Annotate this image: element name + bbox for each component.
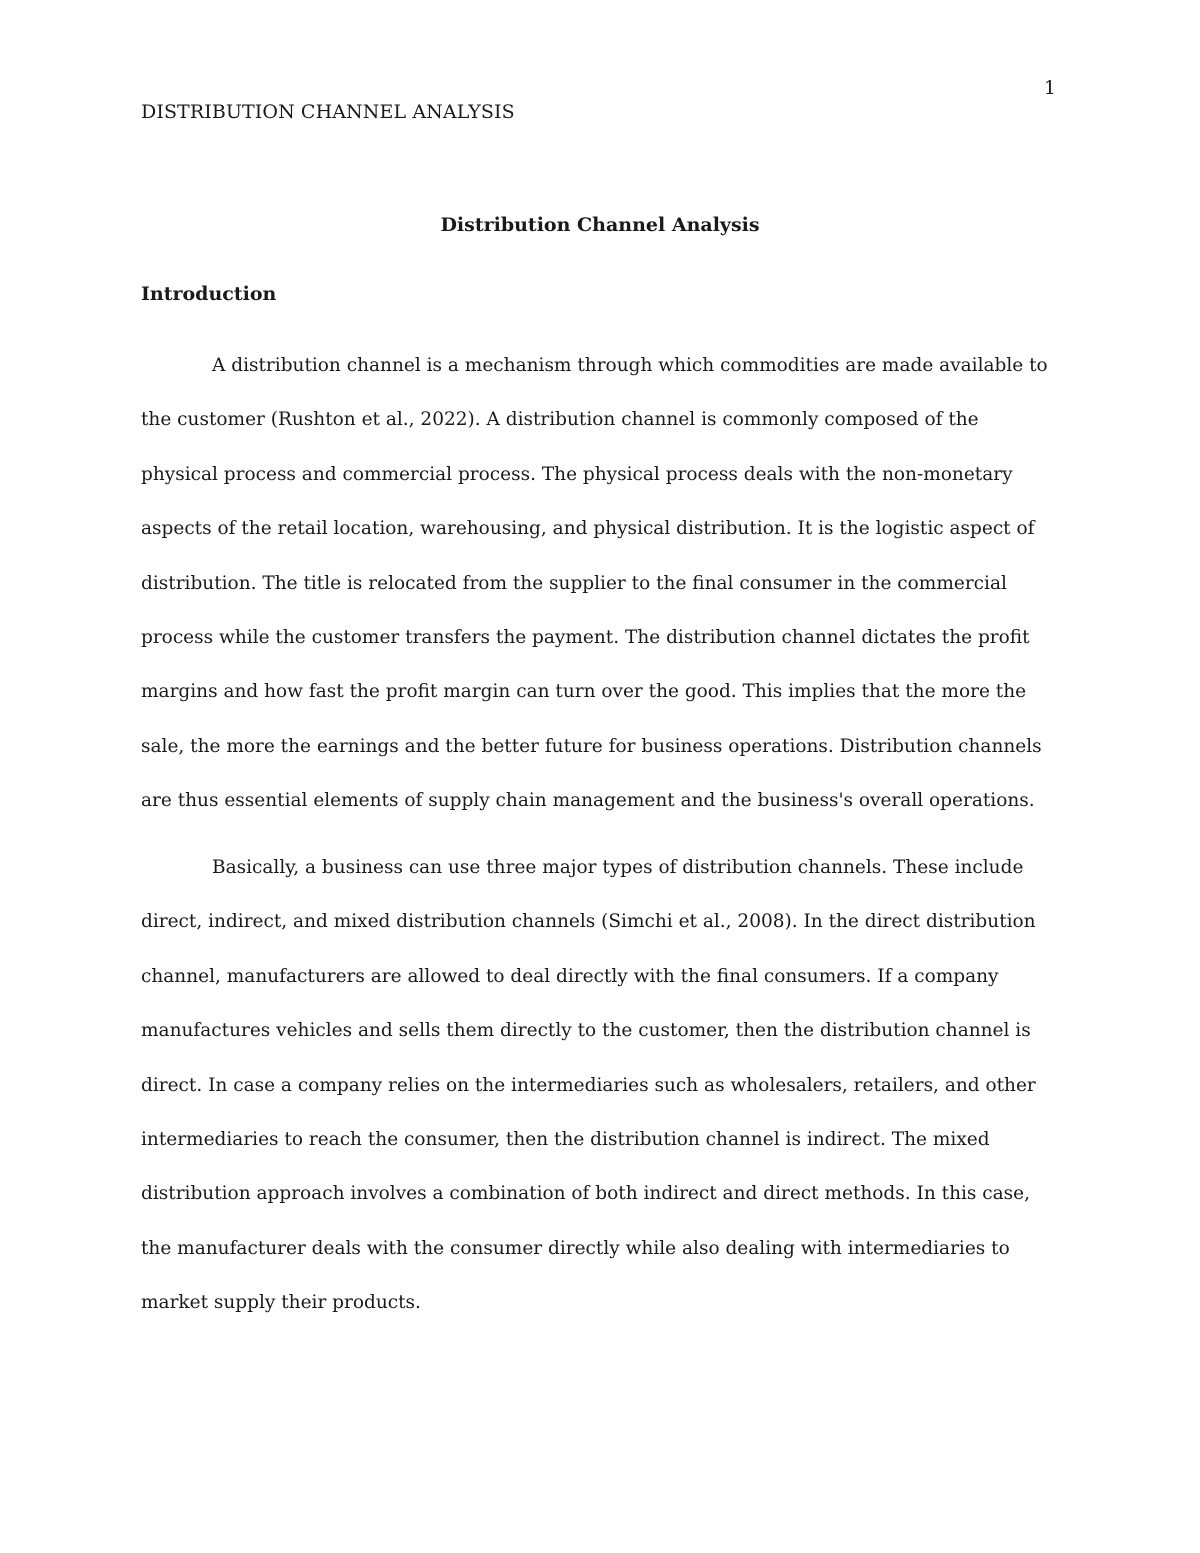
paragraph-line: intermediaries to reach the consumer, then the distribution channel is indirect. The mixed [141,1129,990,1151]
running-head: DISTRIBUTION CHANNEL ANALYSIS [141,101,515,123]
paragraph-line: the customer (Rushton et al., 2022). A distribution channel is commonly composed of the [141,409,979,431]
section-heading-introduction: Introduction [141,283,277,305]
paragraph-line: market supply their products. [141,1292,421,1314]
paragraph-line: manufactures vehicles and sells them directly to the customer, then the distribution channel is [141,1020,1031,1042]
paragraph-line: the manufacturer deals with the consumer directly while also dealing with intermediaries to [141,1237,1010,1259]
paragraph-line: are thus essential elements of supply chain management and the business's overall operations. [141,790,1035,812]
page-number: 1 [1043,77,1056,99]
paragraph-line: direct. In case a company relies on the intermediaries such as wholesalers, retailers, and other [141,1074,1036,1096]
paragraph-1 [141,339,1061,829]
paragraph-line: A distribution channel is a mechanism through which commodities are made available to [212,355,1048,376]
paragraph-line: channel, manufacturers are allowed to deal directly with the final consumers. If a company [141,965,999,987]
paragraph-line: physical process and commercial process. The physical process deals with the non-monetary [141,463,1013,485]
paragraph-line: process while the customer transfers the payment. The distribution channel dictates the profit [141,627,1030,649]
paragraph-line: distribution approach involves a combination of both indirect and direct methods. In this case, [141,1183,1030,1205]
paragraph-2 [141,841,1061,1331]
paragraph-line: direct, indirect, and mixed distribution channels (Simchi et al., 2008). In the direct distribution [141,911,1036,933]
paragraph-line: margins and how fast the profit margin can turn over the good. This implies that the more the [141,681,1027,703]
paragraph-line: distribution. The title is relocated from the supplier to the final consumer in the commercial [141,572,1007,594]
paragraph-line: aspects of the retail location, warehousing, and physical distribution. It is the logistic aspect of [141,518,1035,540]
document-title: Distribution Channel Analysis [440,214,760,236]
paragraph-line: Basically, a business can use three major types of distribution channels. These include [212,857,1024,878]
paragraph-line: sale, the more the earnings and the better future for business operations. Distribution channels [141,735,1042,757]
